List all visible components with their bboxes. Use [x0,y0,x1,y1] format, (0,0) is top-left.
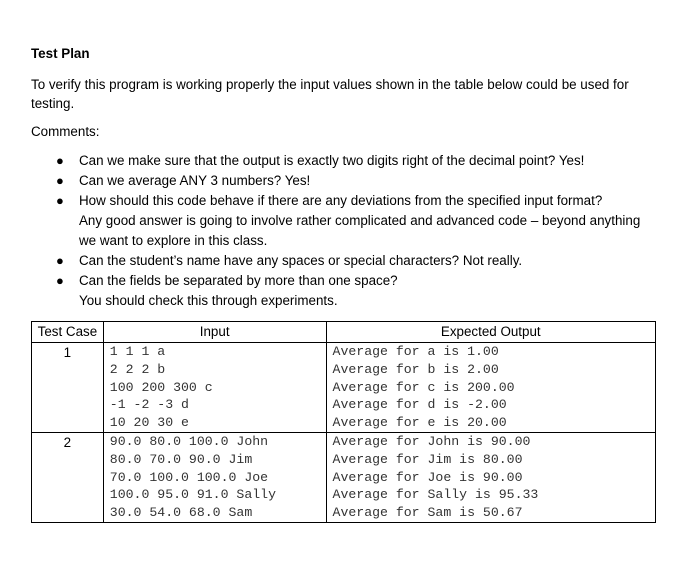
bullet-icon: ● [56,173,64,188]
test-case-number: 2 [32,432,104,522]
input-line: 1 1 1 a [109,344,166,359]
input-line: 30.0 54.0 68.0 Sam [109,505,253,521]
output-line: Average for c is 200.00 [332,379,515,395]
bullet-text: Can the fields be separated by more than one space? [79,273,398,288]
input-cell [103,343,326,433]
bullet-text: we want to explore in this class. [79,233,268,248]
intro-paragraph: To verify this program is working properly the input values shown in the table below could be used for testing. [31,77,629,111]
list-item [31,251,656,271]
output-line: Average for e is 20.00 [332,415,507,431]
output-cell [326,343,655,433]
comments-list [31,151,656,311]
table-row [32,432,656,522]
table-header-row [32,322,656,343]
header-test-case: Test Case [32,322,104,343]
bullet-text: Can we average ANY 3 numbers? Yes! [79,173,311,188]
output-line: Average for Sally is 95.33 [332,487,539,503]
output-line: Average for a is 1.00 [332,344,499,359]
bullet-icon: ● [56,193,64,208]
output-line: Average for John is 90.00 [332,433,531,449]
comments-label: Comments: [31,124,100,139]
test-plan-table [31,321,656,523]
bullet-text: Any good answer is going to involve rather complicated and advanced code – beyond anything [79,213,641,228]
input-line: 2 2 2 b [109,361,166,377]
list-item [31,271,656,311]
bullet-icon: ● [56,273,64,288]
test-case-number: 1 [32,343,104,433]
output-line: Average for Joe is 90.00 [332,469,523,485]
list-item [31,151,656,171]
bullet-icon: ● [56,153,64,168]
table-row [32,343,656,433]
header-input: Input [103,322,326,343]
page-title: Test Plan [31,46,90,61]
input-line: 10 20 30 e [109,415,189,431]
bullet-icon: ● [56,253,64,268]
input-line: -1 -2 -3 d [109,397,189,413]
document-body [31,44,656,311]
list-item [31,171,656,191]
bullet-text: Can we make sure that the output is exactly two digits right of the decimal point? Yes! [79,153,585,168]
output-line: Average for Sam is 50.67 [332,505,523,521]
output-line: Average for d is -2.00 [332,397,507,413]
bullet-text: You should check this through experiments. [79,293,338,308]
header-expected-output: Expected Output [326,322,655,343]
input-line: 100.0 95.0 91.0 Sally [109,487,276,503]
input-line: 100 200 300 c [109,379,213,395]
output-line: Average for b is 2.00 [332,361,499,377]
input-line: 70.0 100.0 100.0 Joe [109,469,269,485]
output-cell [326,432,655,522]
input-cell [103,432,326,522]
output-line: Average for Jim is 80.00 [332,451,523,467]
list-item [31,191,656,251]
input-line: 90.0 80.0 100.0 John [109,433,269,449]
bullet-text: How should this code behave if there are any deviations from the specified input format? [79,193,603,208]
input-line: 80.0 70.0 90.0 Jim [109,451,253,467]
bullet-text: Can the student’s name have any spaces or special characters? Not really. [79,253,523,268]
